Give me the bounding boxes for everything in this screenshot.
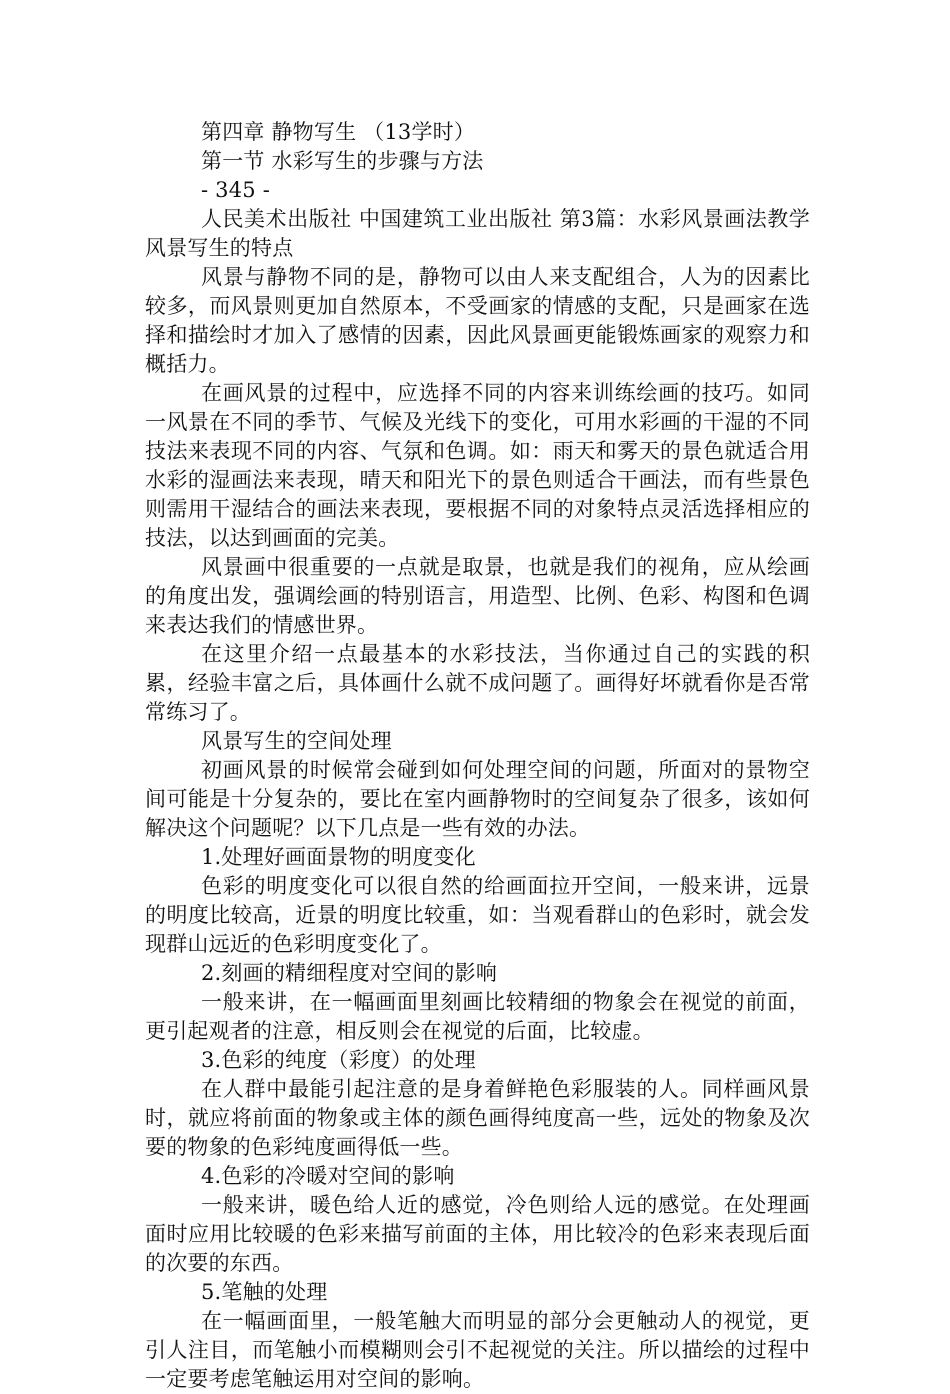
point-title: 2.刻画的精细程度对空间的影响 <box>201 961 498 985</box>
point-title: 3.色彩的纯度（彩度）的处理 <box>201 1048 476 1072</box>
point-text: 在人群中最能引起注意的是身着鲜艳色彩服装的人。同样画风景时，就应将前面的物象或主体的颜色画得纯度高一些，远处的物象及次要的物象的色彩纯度画得低一些。 <box>145 1077 810 1159</box>
point-text: 在一幅画面里，一般笔触大而明显的部分会更触动人的视觉，更引人注目，而笔触小而模糊则会引不起视觉的关注。所以描绘的过程中一定要考虑笔触运用对空间的影响。 <box>145 1309 810 1391</box>
point-text: 一般来讲，暖色给人近的感觉，冷色则给人远的感觉。在处理画面时应用比较暖的色彩来描写前面的主体，用比较冷的色彩来表现后面的次要的东西。 <box>145 1193 810 1275</box>
paragraph: 风景与静物不同的是，静物可以由人来支配组合，人为的因素比较多，而风景则更加自然原本，不受画家的情感的支配，只是画家在选择和描绘时才加入了感情的因素，因此风景画更能锻炼画家的观察力和概括力。 <box>145 265 810 376</box>
section-title: 第一节 水彩写生的步骤与方法 <box>201 149 484 173</box>
space-intro: 初画风景的时候常会碰到如何处理空间的问题，所面对的景物空间可能是十分复杂的，要比在室内画静物时的空间复杂了很多，该如何解决这个问题呢？以下几点是一些有效的办法。 <box>145 758 810 840</box>
point-title: 1.处理好画面景物的明度变化 <box>201 845 476 869</box>
point-title: 5.笔触的处理 <box>201 1280 328 1304</box>
point-text: 色彩的明度变化可以很自然的给画面拉开空间，一般来讲，远景的明度比较高，近景的明度比较重，如：当观看群山的色彩时，就会发现群山远近的色彩明度变化了。 <box>145 874 810 956</box>
document-body <box>145 118 810 1394</box>
page-number: - 345 - <box>201 178 271 202</box>
chapter-title: 第四章 静物写生 （13学时） <box>201 120 476 144</box>
paragraph: 在这里介绍一点最基本的水彩技法，当你通过自己的实践的积累，经验丰富之后，具体画什么就不成问题了。画得好坏就看你是否常常练习了。 <box>145 642 810 724</box>
paragraph: 在画风景的过程中，应选择不同的内容来训练绘画的技巧。如同一风景在不同的季节、气候及光线下的变化，可用水彩画的干湿的不同技法来表现不同的内容、气氛和色调。如：雨天和雾天的景色就适合用水彩的湿画法来表现，晴天和阳光下的景色则适合干画法，而有些景色则需用干湿结合的画法来表现，要根据不同的对象特点灵活选择相应的技法，以达到画面的完美。 <box>145 381 810 550</box>
space-heading: 风景写生的空间处理 <box>201 729 392 753</box>
point-text: 一般来讲，在一幅画面里刻画比较精细的物象会在视觉的前面，更引起观者的注意，相反则会在视觉的后面，比较虚。 <box>145 990 810 1043</box>
header-line: 人民美术出版社 中国建筑工业出版社 第3篇：水彩风景画法教学风景写生的特点 <box>145 207 810 260</box>
point-title: 4.色彩的冷暖对空间的影响 <box>201 1164 455 1188</box>
paragraph: 风景画中很重要的一点就是取景，也就是我们的视角，应从绘画的角度出发，强调绘画的特别语言，用造型、比例、色彩、构图和色调来表达我们的情感世界。 <box>145 555 810 637</box>
